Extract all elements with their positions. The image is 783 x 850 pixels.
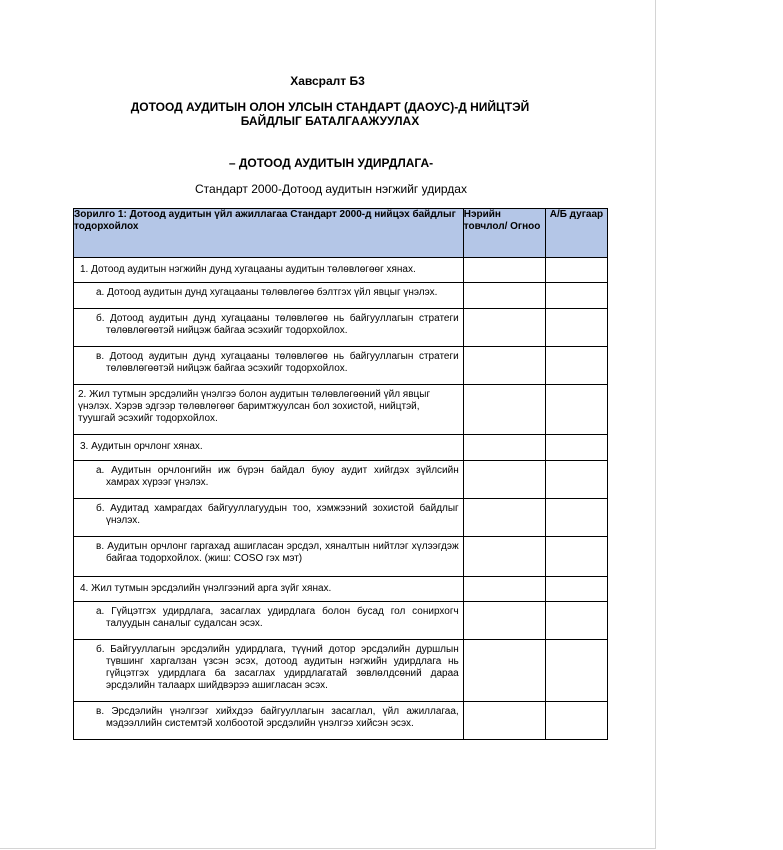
question-text: в. Эрсдэлийн үнэлгээг хийхдээ байгууллагын засаглал, үйл ажиллагаа, мэдээллийн системтэй холбоотой эрсдэлийн үнэлгээ хийсэн эсэх. xyxy=(96,706,459,729)
responsible-cell[interactable] xyxy=(463,499,545,537)
responsible-cell[interactable] xyxy=(463,602,545,640)
question-cell xyxy=(74,702,464,740)
responsible-cell[interactable] xyxy=(463,435,545,461)
document-title: ДОТООД АУДИТЫН ОЛОН УЛСЫН СТАНДАРТ (ДАОУС)-Д НИЙЦТЭЙ БАЙДЛЫГ БАТАЛГААЖУУЛАХ xyxy=(130,100,530,128)
table-row xyxy=(74,461,608,499)
question-cell xyxy=(74,347,464,385)
question-text: б. Байгууллагын эрсдэлийн удирдлага, түүний дотор эрсдэлийн дуршлын түвшинг харгалзан үзсэн эсэх, дотоод аудитын нэгжийн удирдлага нь гүйцэтгэх удирдлага ба засаглах удирдлагатай зөвлөлдсөний дараа эрсдэлийн талаарх шийдвэрээ ашигласан эсэх. xyxy=(96,644,459,691)
question-cell xyxy=(74,435,464,461)
responsible-cell[interactable] xyxy=(463,537,545,577)
table-row xyxy=(74,640,608,702)
question-text: а. Аудитын орчлонгийн иж бүрэн байдал буюу аудит хийгдэх зүйлсийн хамрах хүрээг үнэлэх. xyxy=(96,465,459,488)
question-cell xyxy=(74,283,464,309)
ab-number-cell[interactable] xyxy=(545,258,607,283)
table-row xyxy=(74,435,608,461)
table-row xyxy=(74,602,608,640)
question-text: 1. Дотоод аудитын нэгжийн дунд хугацааны аудитын төлөвлөгөөг хянах. xyxy=(80,264,416,275)
question-text: 2. Жил тутмын эрсдэлийн үнэлгээ болон аудитын төлөвлөгөөний үйл явцыг үнэлэх. Хэрэв эдгээр төлөвлөгөөг баримтжуулсан бол зохистой, нийцтэй, туушгай эсэхийг тодорхойлох. xyxy=(78,389,431,424)
question-text: в. Дотоод аудитын дунд хугацааны төлөвлөгөө нь байгууллагын стратеги төлөвлөгөөтэй нийцэж байгаа эсэхийг тодорхойлох. xyxy=(96,351,459,374)
table-row xyxy=(74,577,608,602)
table-row xyxy=(74,309,608,347)
responsible-cell[interactable] xyxy=(463,385,545,435)
ab-number-cell[interactable] xyxy=(545,537,607,577)
ab-number-cell[interactable] xyxy=(545,385,607,435)
ab-number-cell[interactable] xyxy=(545,347,607,385)
ab-number-cell[interactable] xyxy=(545,702,607,740)
question-cell xyxy=(74,537,464,577)
responsible-cell[interactable] xyxy=(463,577,545,602)
ab-number-header: А/Б дугаар xyxy=(545,209,607,258)
goal-header: Зорилго 1: Дотоод аудитын үйл ажиллагаа Стандарт 2000-д нийцэх байдлыг тодорхойлох xyxy=(74,209,464,258)
ab-number-cell[interactable] xyxy=(545,309,607,347)
table-row xyxy=(74,347,608,385)
question-text: б. Аудитад хамрагдах байгууллагуудын тоо, хэмжээний зохистой байдлыг үнэлэх. xyxy=(96,503,459,526)
ab-number-cell[interactable] xyxy=(545,283,607,309)
question-text: 3. Аудитын орчлонг хянах. xyxy=(80,441,203,452)
responsible-cell[interactable] xyxy=(463,461,545,499)
question-text: б. Дотоод аудитын дунд хугацааны төлөвлөгөө нь байгууллагын стратеги төлөвлөгөөтэй нийцэж байгаа эсэхийг тодорхойлох. xyxy=(96,313,459,336)
table-row xyxy=(74,702,608,740)
document-subtitle: – ДОТООД АУДИТЫН УДИРДЛАГА- xyxy=(228,156,434,170)
appendix-label: Хавсралт Б3 xyxy=(290,74,365,88)
table-row xyxy=(74,283,608,309)
ab-number-cell[interactable] xyxy=(545,577,607,602)
question-cell xyxy=(74,461,464,499)
question-text: а. Гүйцэтгэх удирдлага, засаглах удирдлага болон бусад гол сонирхогч талуудын саналыг судалсан эсэх. xyxy=(96,606,459,629)
table-header-row xyxy=(74,209,608,258)
table-row xyxy=(74,537,608,577)
ab-number-cell[interactable] xyxy=(545,602,607,640)
question-cell xyxy=(74,602,464,640)
table-row xyxy=(74,258,608,283)
responsible-header: Нэрийн товчлол/ Огноо xyxy=(463,209,545,258)
table-row xyxy=(74,499,608,537)
responsible-cell[interactable] xyxy=(463,640,545,702)
question-cell xyxy=(74,385,464,435)
checklist-table xyxy=(73,208,608,740)
ab-number-cell[interactable] xyxy=(545,640,607,702)
question-cell xyxy=(74,258,464,283)
ab-number-cell[interactable] xyxy=(545,499,607,537)
question-cell xyxy=(74,577,464,602)
question-text: а. Дотоод аудитын дунд хугацааны төлөвлөгөө бэлтгэх үйл явцыг үнэлэх. xyxy=(96,287,438,298)
responsible-cell[interactable] xyxy=(463,309,545,347)
standard-label: Стандарт 2000-Дотоод аудитын нэгжийг удирдах xyxy=(195,182,467,196)
question-cell xyxy=(74,499,464,537)
responsible-cell[interactable] xyxy=(463,258,545,283)
responsible-cell[interactable] xyxy=(463,347,545,385)
ab-number-cell[interactable] xyxy=(545,461,607,499)
question-text: в. Аудитын орчлонг гаргахад ашигласан эрсдэл, хяналтын нийтлэг хүлээгдэж байгаа тодорхойлох. (жиш: COSO гэх мэт) xyxy=(96,541,459,564)
question-text: 4. Жил тутмын эрсдэлийн үнэлгээний арга зүйг хянах. xyxy=(80,583,332,594)
responsible-cell[interactable] xyxy=(463,702,545,740)
responsible-cell[interactable] xyxy=(463,283,545,309)
ab-number-cell[interactable] xyxy=(545,435,607,461)
checklist-body xyxy=(74,258,608,740)
question-cell xyxy=(74,309,464,347)
question-cell xyxy=(74,640,464,702)
table-row xyxy=(74,385,608,435)
